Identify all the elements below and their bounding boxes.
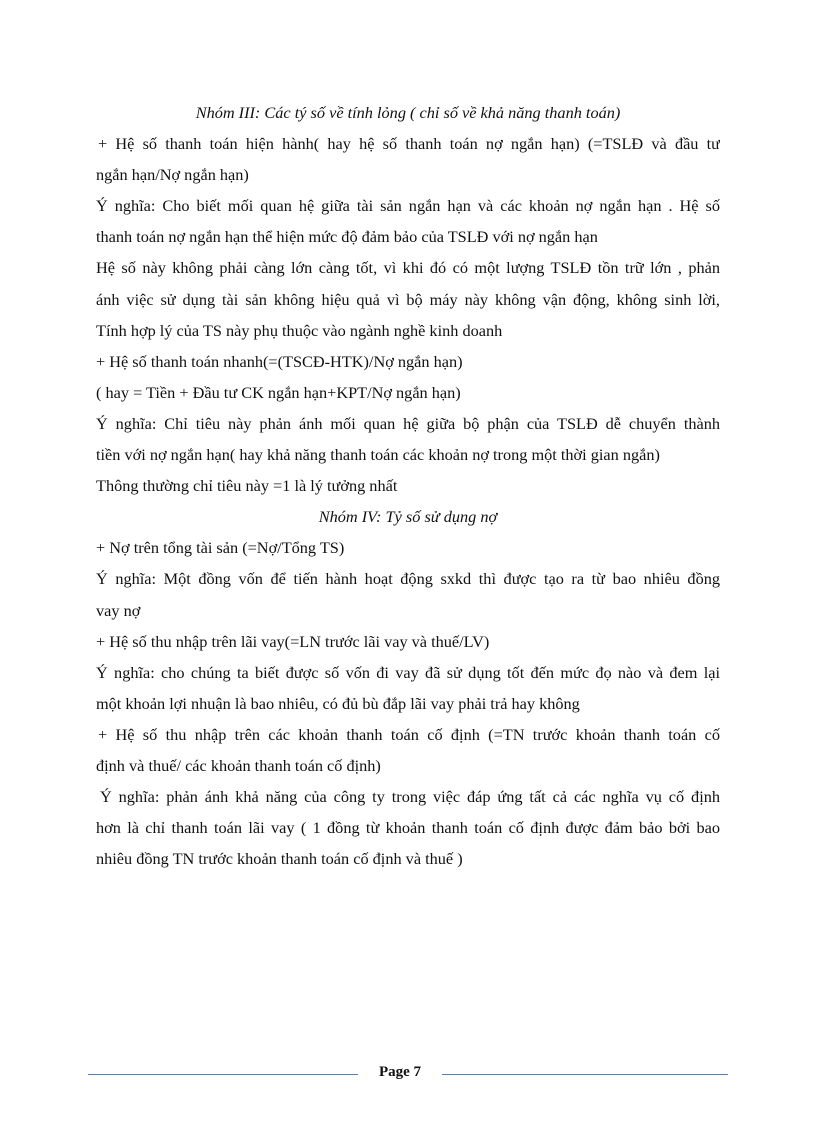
meaning-quick-ratio: Ý nghĩa: Chỉ tiêu này phản ánh mối quan hệ giữa bộ phận của TSLĐ dễ chuyển thành: [96, 413, 720, 433]
bullet-current-ratio: + Hệ số thanh toán hiện hành( hay hệ số thanh toán nợ ngắn hạn) (=TSLĐ và đầu tư: [98, 134, 720, 154]
text-line: Thông thường chỉ tiêu này =1 là lý tưởng nhất: [96, 476, 398, 496]
text-line: thanh toán nợ ngắn hạn thể hiện mức độ đảm bảo của TSLĐ với nợ ngắn hạn: [96, 227, 598, 247]
text-line: định và thuế/ các khoản thanh toán cố định): [96, 755, 381, 775]
meaning-interest-coverage: Ý nghĩa: cho chúng ta biết được số vốn đi vay đã sử dụng tốt đến mức đọ nào và đem lại: [96, 662, 720, 682]
footer-rule-right: [442, 1074, 728, 1075]
text-line: ( hay = Tiền + Đầu tư CK ngắn hạn+KPT/Nợ ngắn hạn): [96, 382, 461, 402]
section-heading-group-4: Nhóm IV: Tỷ số sử dụng nợ: [318, 507, 498, 527]
document-body: [96, 97, 720, 874]
text-line: Hệ số này không phải càng lớn càng tốt, vì khi đó có một lượng TSLĐ tồn trữ lớn , phản: [96, 258, 720, 278]
text-line: một khoản lợi nhuận là bao nhiêu, có đủ bù đắp lãi vay phải trả hay không: [96, 693, 580, 713]
meaning-fixed-charge-coverage: Ý nghĩa: phản ánh khả năng của công ty trong việc đáp ứng tất cả các nghĩa vụ cố định: [100, 787, 720, 807]
text-line: nhiêu đồng TN trước khoản thanh toán cố định và thuế ): [96, 849, 463, 869]
meaning-current-ratio: Ý nghĩa: Cho biết mối quan hệ giữa tài sản ngắn hạn và các khoản nợ ngắn hạn . Hệ số: [96, 196, 720, 216]
text-line: tiền với nợ ngắn hạn( hay khả năng thanh toán các khoản nợ trong một thời gian ngắn): [96, 445, 660, 465]
text-line: ánh việc sử dụng tài sản không hiệu quả vì bộ máy này không vận động, không sinh lời,: [96, 289, 720, 309]
meaning-debt-to-assets: Ý nghĩa: Một đồng vốn để tiến hành hoạt động sxkd thì được tạo ra từ bao nhiêu đồng: [96, 569, 720, 589]
footer-rule-left: [88, 1074, 358, 1075]
text-line: vay nợ: [96, 600, 141, 620]
bullet-debt-to-assets: + Nợ trên tổng tài sản (=Nợ/Tổng TS): [96, 538, 345, 558]
bullet-fixed-charge-coverage: + Hệ số thu nhập trên các khoản thanh toán cố định (=TN trước khoản thanh toán cố: [98, 724, 720, 744]
bullet-quick-ratio: + Hệ số thanh toán nhanh(=(TSCĐ-HTK)/Nợ ngắn hạn): [96, 351, 463, 371]
page-number: Page 7: [378, 1064, 422, 1080]
bullet-interest-coverage: + Hệ số thu nhập trên lãi vay(=LN trước lãi vay và thuế/LV): [96, 631, 490, 651]
page-footer: [88, 1062, 728, 1086]
section-heading-group-3: Nhóm III: Các tý số về tính lỏng ( chỉ số về khả năng thanh toán): [195, 103, 621, 122]
text-line: hơn là chỉ thanh toán lãi vay ( 1 đồng từ khoản thanh toán cố định được đảm bảo bởi bao: [96, 818, 720, 838]
text-line: Tính hợp lý của TS này phụ thuộc vào ngành nghề kinh doanh: [96, 320, 503, 340]
text-line: ngắn hạn/Nợ ngắn hạn): [96, 165, 249, 185]
